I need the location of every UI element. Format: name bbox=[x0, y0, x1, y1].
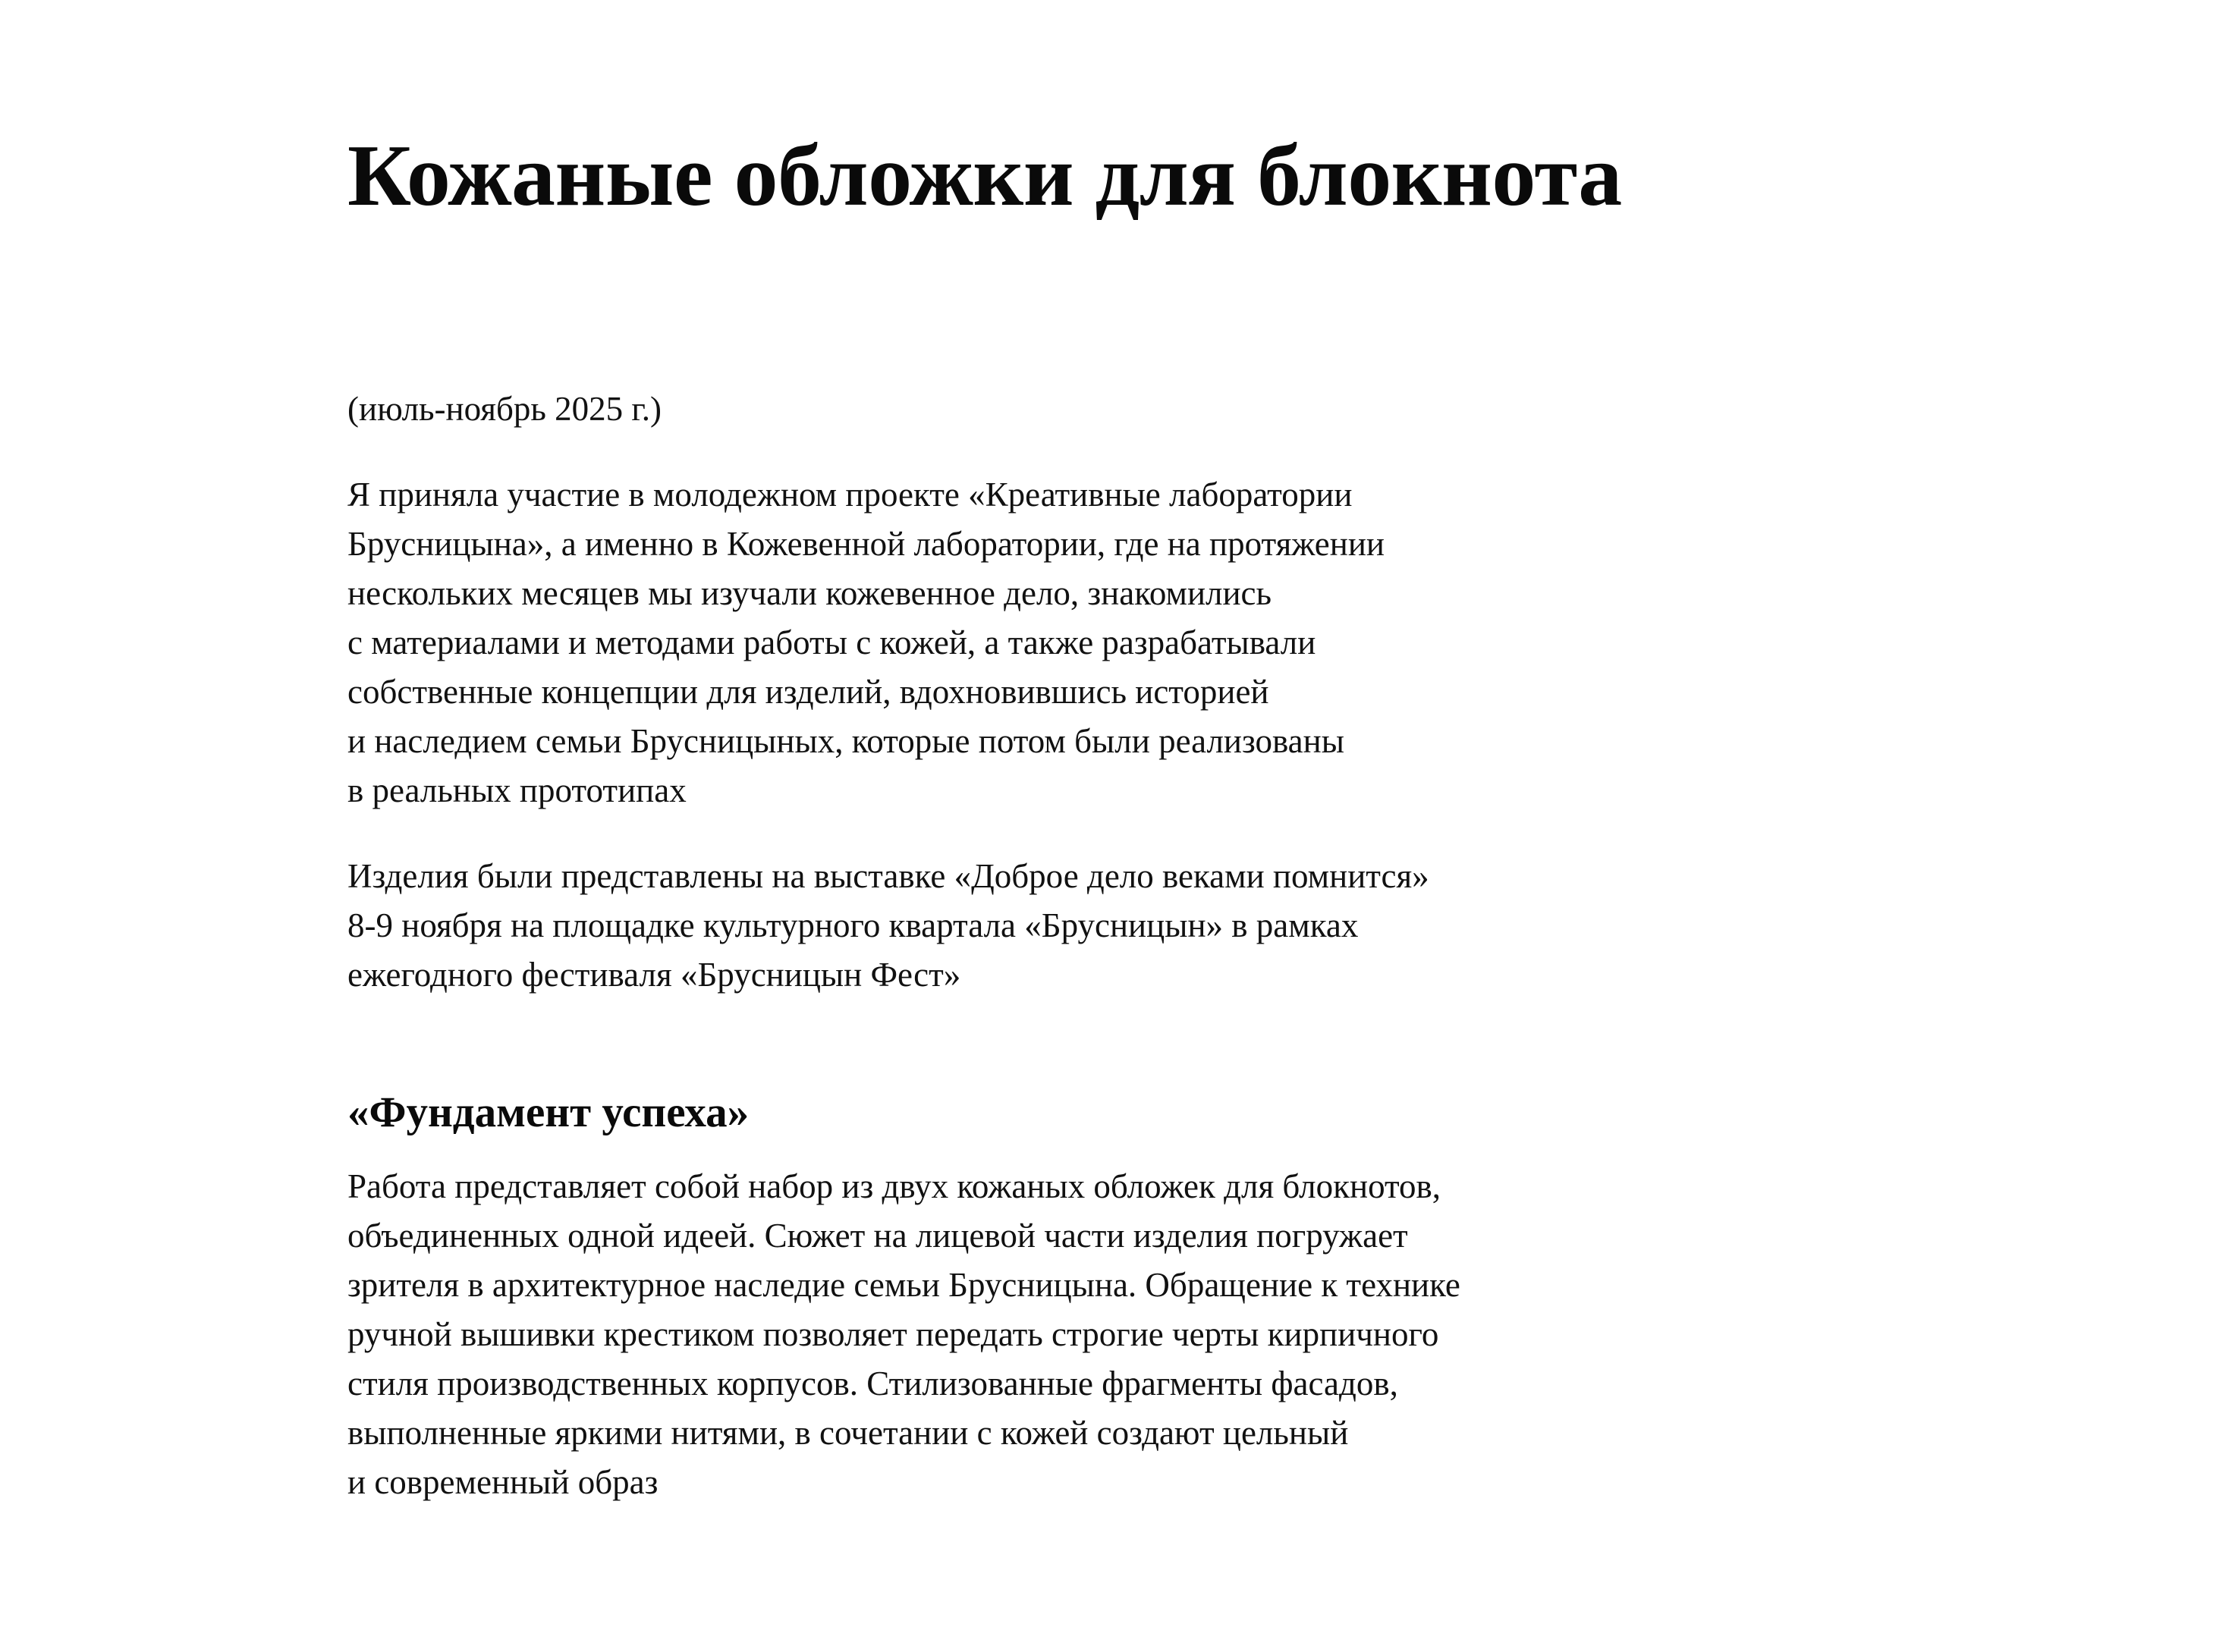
paragraph-line: Изделия были представлены на выставке «Доброе дело веками помнится» bbox=[347, 857, 1429, 896]
paragraph-line: объединенных одной идеей. Сюжет на лицевой части изделия погружает bbox=[347, 1216, 1408, 1255]
paragraph-line: собственные концепции для изделий, вдохновившись историей bbox=[347, 673, 1269, 711]
page-title: Кожаные обложки для блокнота bbox=[347, 127, 1622, 225]
paragraph-line: зрителя в архитектурное наследие семьи Брусницына. Обращение к технике bbox=[347, 1265, 1460, 1304]
paragraph-line: ручной вышивки крестиком позволяет передать строгие черты кирпичного bbox=[347, 1314, 1439, 1353]
document-content-column bbox=[347, 0, 1910, 1507]
project-date-range: (июль-ноябрь 2025 г.) bbox=[347, 390, 662, 429]
paragraph-line: Я приняла участие в молодежном проекте «Креативные лаборатории bbox=[347, 476, 1353, 514]
paragraph-line: 8-9 ноября на площадке культурного квартала «Брусницын» в рамках bbox=[347, 906, 1359, 945]
paragraph-line: ежегодного фестиваля «Брусницын Фест» bbox=[347, 956, 961, 994]
paragraph-line: и современный образ bbox=[347, 1462, 659, 1501]
paragraph-line: выполненные яркими нитями, в сочетании с кожей создают цельный bbox=[347, 1413, 1349, 1452]
section-description-paragraph bbox=[347, 1138, 1910, 1507]
section-heading-foundation-of-success: «Фундамент успеха» bbox=[347, 1088, 750, 1137]
intro-paragraph bbox=[347, 434, 1910, 815]
paragraph-line: в реальных прототипах bbox=[347, 771, 687, 810]
exhibition-paragraph bbox=[347, 815, 1910, 1000]
paragraph-line: Работа представляет собой набор из двух кожаных обложек для блокнотов, bbox=[347, 1167, 1441, 1205]
paragraph-line: стиля производственных корпусов. Стилизованные фрагменты фасадов, bbox=[347, 1364, 1398, 1402]
paragraph-line: с материалами и методами работы с кожей, а также разрабатывали bbox=[347, 623, 1316, 662]
paragraph-line: и наследием семьи Брусницыных, которые потом были реализованы bbox=[347, 722, 1344, 761]
paragraph-line: нескольких месяцев мы изучали кожевенное дело, знакомились bbox=[347, 574, 1272, 613]
paragraph-line: Брусницына», а именно в Кожевенной лаборатории, где на протяжении bbox=[347, 525, 1385, 564]
